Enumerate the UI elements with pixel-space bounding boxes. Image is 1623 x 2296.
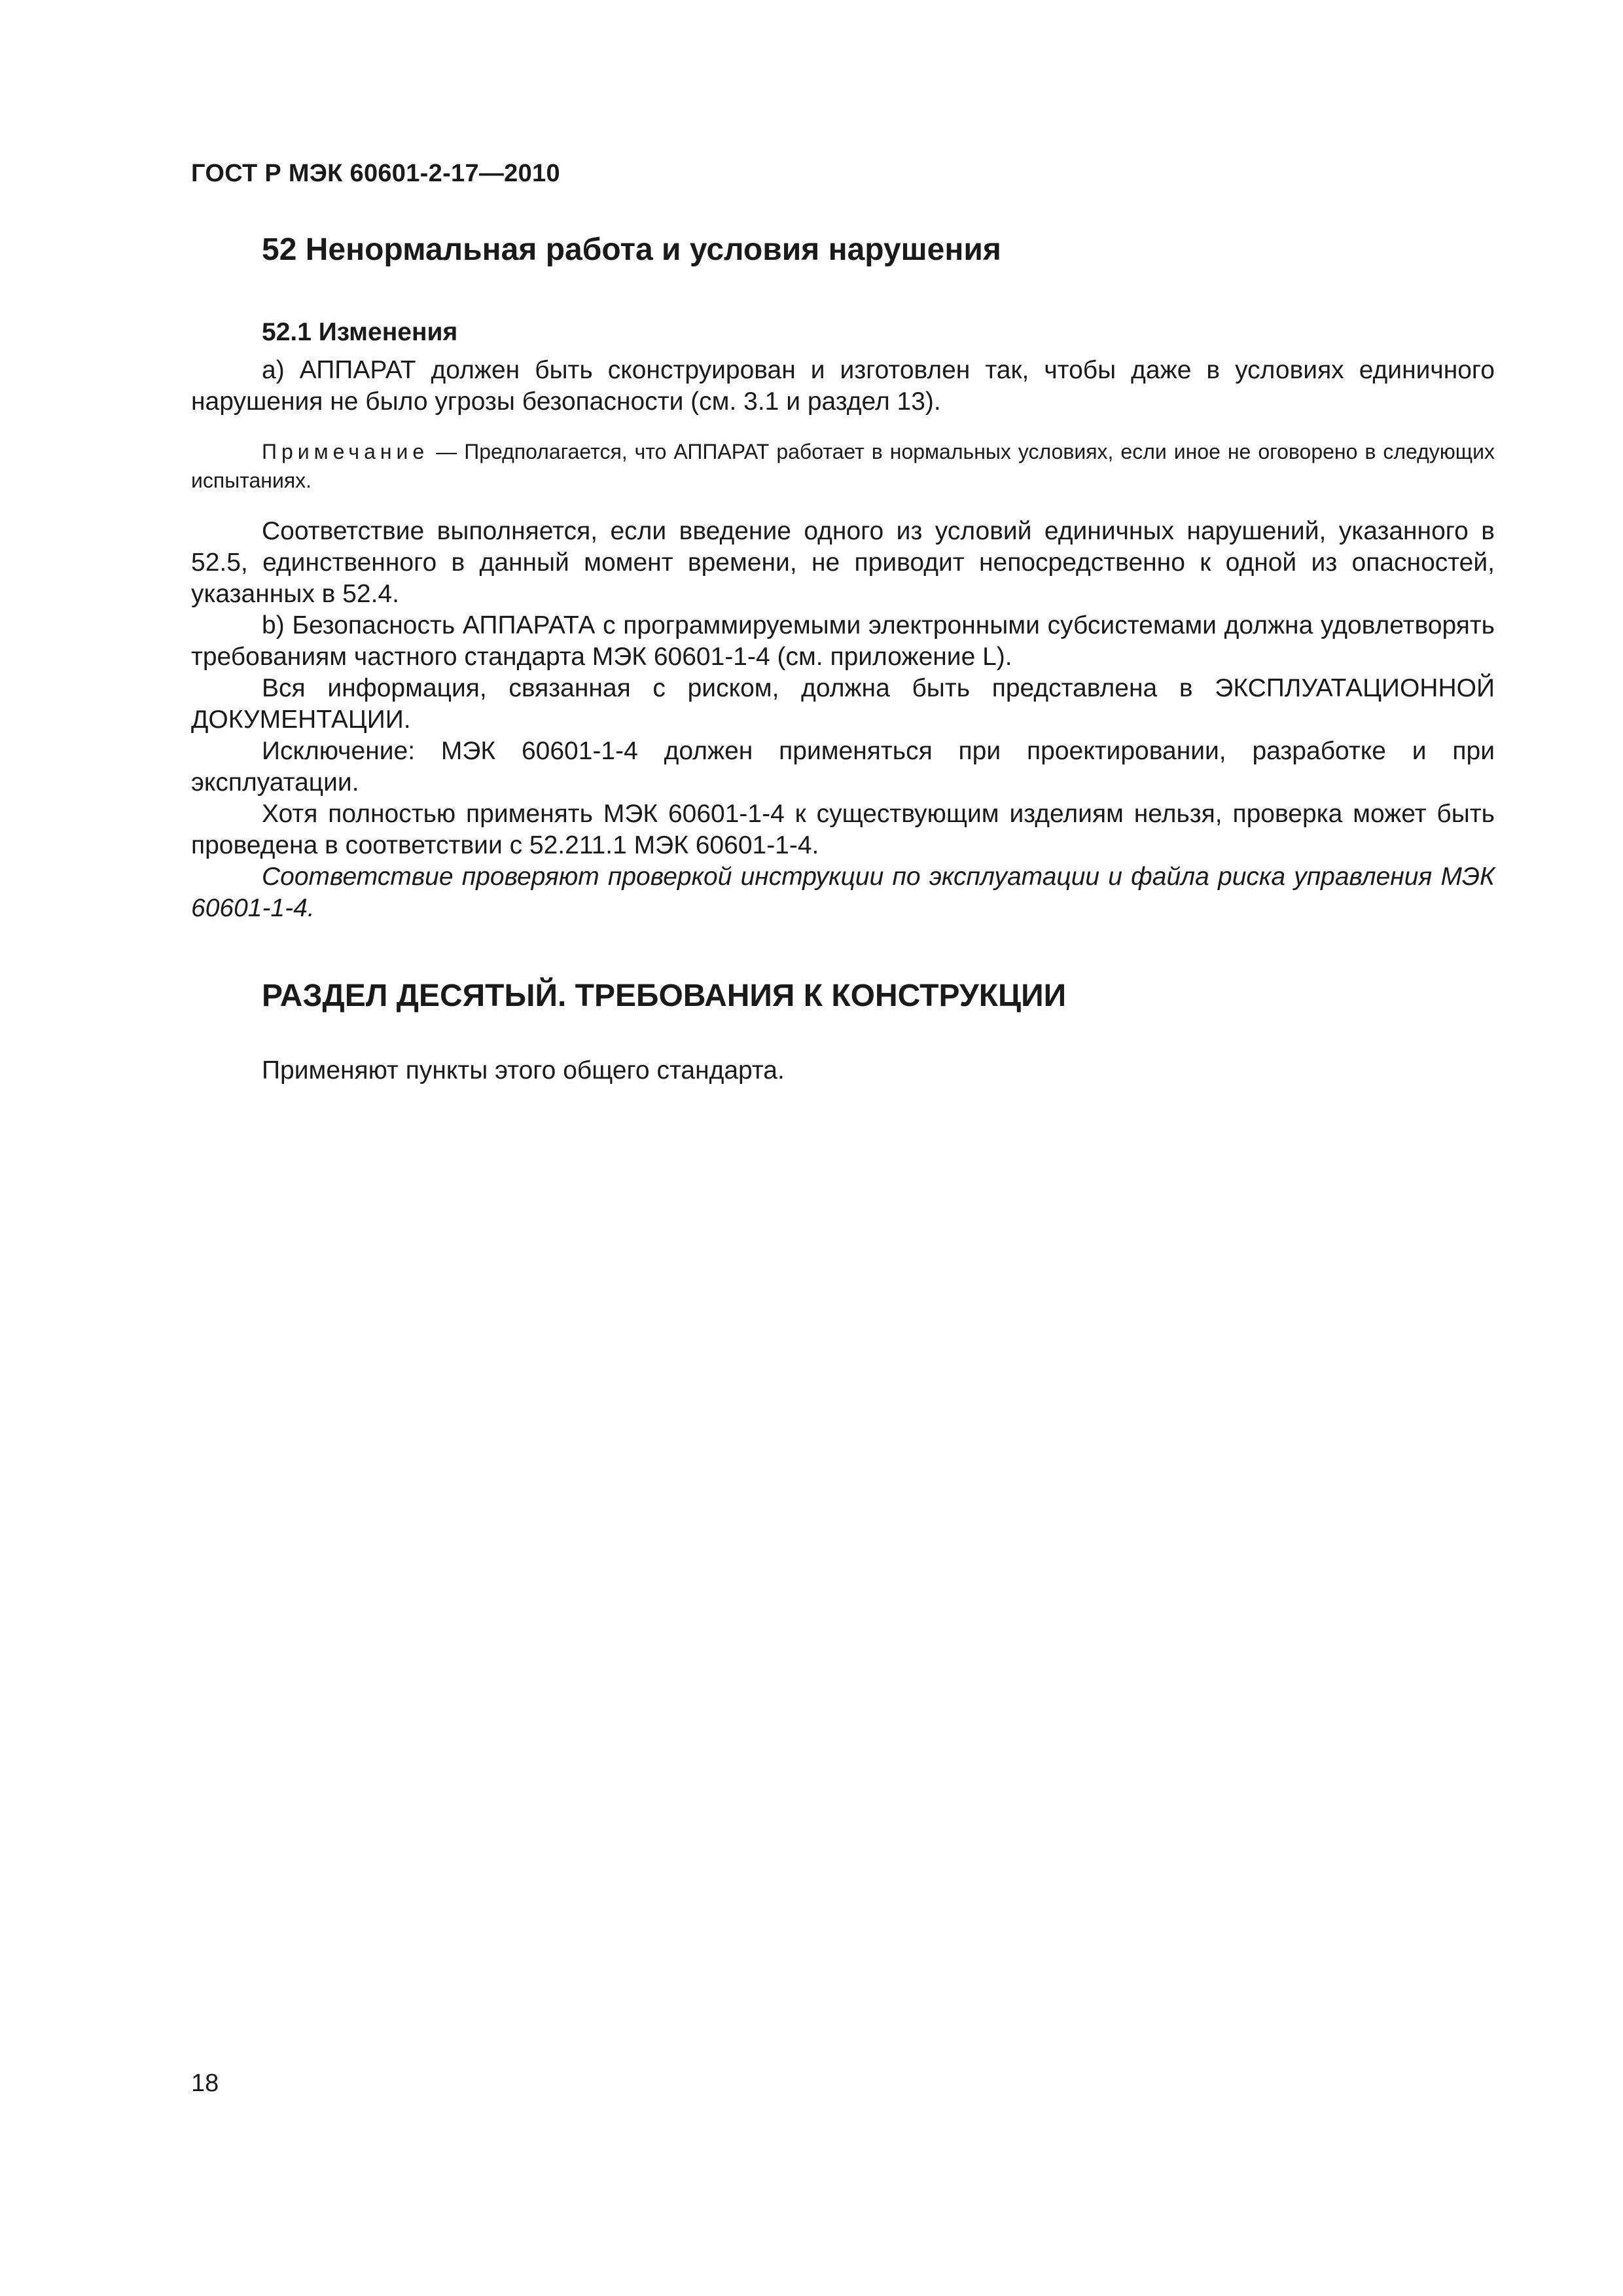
paragraph-b: b) Безопасность АППАРАТА с программируемыми электронными субсистемами должна удовлетворять требованиям частного стандарта МЭК 60601-1-4 (см. приложение L). — [191, 611, 1495, 671]
note-text: — Предполагается, что АППАРАТ работает в нормальных условиях, если иное не оговорено в следующих испытаниях. — [191, 440, 1495, 492]
compliance-check-paragraph: Соответствие проверяют проверкой инструкции по эксплуатации и файла риска управления МЭК 60601-1-4. — [191, 863, 1495, 922]
page-content — [191, 230, 1495, 1086]
compliance-paragraph: Соответствие выполняется, если введение одного из условий единичных нарушений, указанного в 52.5, единственного в данный момент времени, не приводит непосредственно к одной из опасностей, указанных в 52.4. — [191, 517, 1495, 608]
page-number: 18 — [191, 2070, 219, 2097]
note-label: Примечание — [262, 440, 429, 463]
risk-info-paragraph: Вся информация, связанная с риском, должна быть представлена в ЭКСПЛУАТАЦИОННОЙ ДОКУМЕНТАЦИИ. — [191, 674, 1495, 734]
section-heading: 52 Ненормальная работа и условия нарушения — [262, 232, 1001, 267]
note-paragraph — [191, 437, 1495, 495]
part-title: РАЗДЕЛ ДЕСЯТЫЙ. ТРЕБОВАНИЯ К КОНСТРУКЦИИ — [262, 978, 1067, 1013]
paragraph-a: а) АППАРАТ должен быть сконструирован и изготовлен так, чтобы даже в условиях единичного нарушения не было угрозы безопасности (см. 3.1 и раздел 13). — [191, 356, 1495, 416]
exception-paragraph: Исключение: МЭК 60601-1-4 должен применяться при проектировании, разработке и при эксплуатации. — [191, 737, 1495, 797]
standard-code-header: ГОСТ Р МЭК 60601-2-17—2010 — [191, 160, 560, 187]
applicability-paragraph: Хотя полностью применять МЭК 60601-1-4 к существующим изделиям нельзя, проверка может быть проведена в соответствии с 52.211.1 МЭК 60601-1-4. — [191, 800, 1495, 859]
part-text: Применяют пункты этого общего стандарта. — [262, 1056, 785, 1085]
subsection-heading: 52.1 Изменения — [262, 318, 458, 346]
